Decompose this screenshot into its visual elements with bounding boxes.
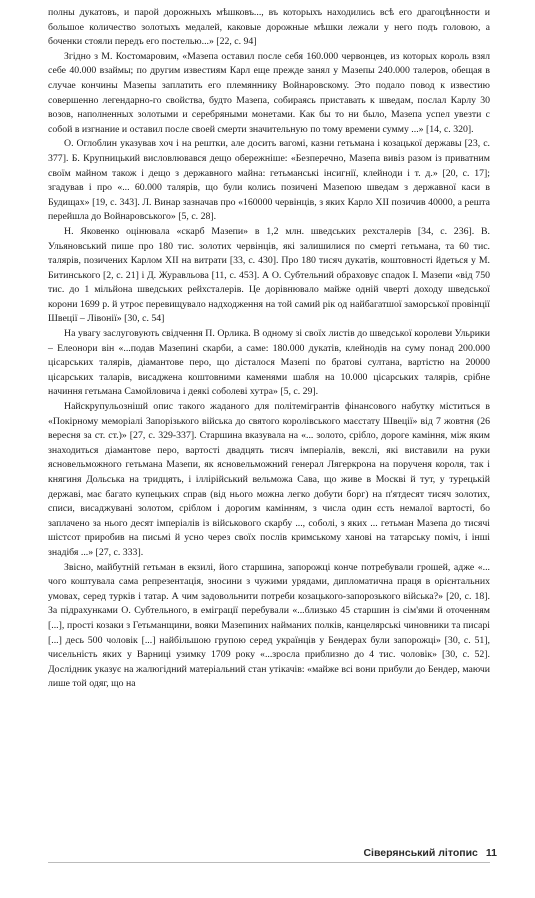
footer-rule [48, 862, 490, 863]
paragraph-6: Найскрупульознішй опис такого жаданого для політемігрантів фінансового набутку міститься в «Покірному меморіалі Запорізького війська до святого королівського маєстату Швеції» від 7 жовтня (26 вересня за ст. ст.)» [27, с. 329-337]. Старшина вказувала на «... золото, срібло, дороге каміння, між яким знаходиться діамантове перо, вартості двадцять тисяч імперіалів, векслі, які виставили на руки ясновельможного гетьмана Мазепи, як ясновельможний генерал Лягеркрона на порученя короля, так і княгиня Дольська на тридцять, і іллірійський вельможа Сава, що живе в Москві й тут, у турецькій державі, має багато купецьких справ (від нього можна легко добути борг) на п'ятдесят тисяч золотих, списи, висаджувані золотом, сріблом і дорогим камінням, з числа один єсть немалої вартості, бо заплачено за нього десят імперіалів із військового скарбу ..., соболі, з яких ... гетьман Мазепа до тисячі шістсот приробив на письмі й усно через своїх послів кримському ханові на татарську поміч, і інші знадібя ...» [27, с. 333]. [48, 401, 490, 558]
journal-title: Сіверянський літопис [363, 847, 478, 859]
paragraph-2: Згідно з М. Костомаровим, «Мазепа оставил после себя 160.000 червонцев, из которых король взял себе 40.000 взаймы; по другим известиям Карл еще прежде занял у Мазепы 240.000 талеров, обещая в случае кончины Мазепы заплатить его племяннику Войнаровскому. Это подало повод к известию совершенно легендарно-го свойства, будто Мазепа, собираясь приставать к шведам, послал Карлу 30 возов, наполненных золотыми и серебряными монетами. Как бы то ни было, Мазепа успел увезти с собой в изгнание и оставил после своей смерти значительную по тому времени сумму ...» [14, с. 320]. [48, 50, 490, 135]
paragraph-7: Звісно, майбутній гетьман в екзилі, його старшина, запорожці конче потребували грошей, адже «... чого коштувала сама репрезентація, зносини з чужими урядами, дипломатична праця в орієнтальних умовах, серед турків і татар. А чим задовольнити потреби козацького-запорозького війська?» [20, с. 18]. За підрахунками О. Субтельного, в еміграції перебували «...близько 45 старшин із сім'ями й оточенням [...], прості козаки з Гетьманщини, вояки Мазепиних найманих полків, канцелярські чиновники та писарі [...] десь 500 чоловік [...] найбільшою групою серед українців у Бендерах були запорожці» [30, с. 51], чисельність яких у Варниці узимку 1709 року «...зросла приблизно до 4 тис. чоловік» [30, с. 52]. Дослідник указує на жалюгідний матеріальний стан утікачів: «майже всі вони прибули до Бендер, маючи лише той одяг, що на [48, 561, 490, 690]
page-footer [363, 847, 497, 859]
paragraph-1: полны дукатовъ, и парой дорожныхъ мѣшковъ..., въ которыхъ находились всѣ его драгоцѣнности и большое количество золотыхъ медалей, каковые дорожные мѣшки лежали у него подъ головою, а боченки стояли передъ его постелью...» [22, с. 94] [48, 7, 490, 48]
paragraph-5: На увагу заслуговують свідчення П. Орлика. В одному зі своїх листів до шведської королеви Ульрики – Елеонори він «...подав Мазепині скарби, а саме: 180.000 дукатів, клейнодів на суму понад 200.000 цісарських талярів, діамантове перо, що дісталося Мазепі по братові султана, вартістю на 20000 цісарських таларів, висаджена коштовними каменями шабля на 10.000 цісарських талярів, срібне начиння гетьмана Самойловича і деякі соболеві хутра» [5, с. 29]. [48, 328, 490, 398]
paragraph-4: Н. Яковенко оцінювала «скарб Мазепи» в 1,2 млн. шведських рехсталерів [34, с. 236]. В. Ульяновський пише про 180 тис. золотих червінців, які залишилися по смерті гетьмана, та 60 тис. талярів, позичених Карлом ХІІ на витрати [33, с. 430]. Про 180 тисяч дукатів, коштовності йдеться у М. Битинського [2, с. 21] і Д. Журавльова [11, с. 453]. А О. Субтельний обраховує спадок І. Мазепи «від 750 тис. до 1 мільйона шведських рейхсталерів. Це дорівнювало майже одній чверті доходу шведської корони 1699 р. й утроє перевищувало надходження на той самий рік од найбагатшої заморської провінції Швеції – Лівонії» [30, с. 54] [48, 225, 490, 325]
paragraph-3: О. Оглоблин указував хоч і на рештки, але досить вагомі, казни гетьмана і козацької державы [23, с. 377]. Б. Крупницький висловлювався дещо обережніше: «Безперечно, Мазепа вивіз разом із приватним своїм майном також і дещо з державного майна: гетьманські інсигнії, клейноди і т. д.» [20, с. 17]; згадував і про «... 60.000 талярів, що були колись позичені Мазепою шведам з державної каси в Будищах» [19, с. 343]. Л. Винар зазначав про «160000 червінців, з яких Карло ХІІ позичив 40000, а решта перейшла до Войнаровського» [5, с. 28]. [48, 138, 490, 223]
body-text [48, 6, 490, 692]
page-number: 11 [485, 847, 497, 859]
